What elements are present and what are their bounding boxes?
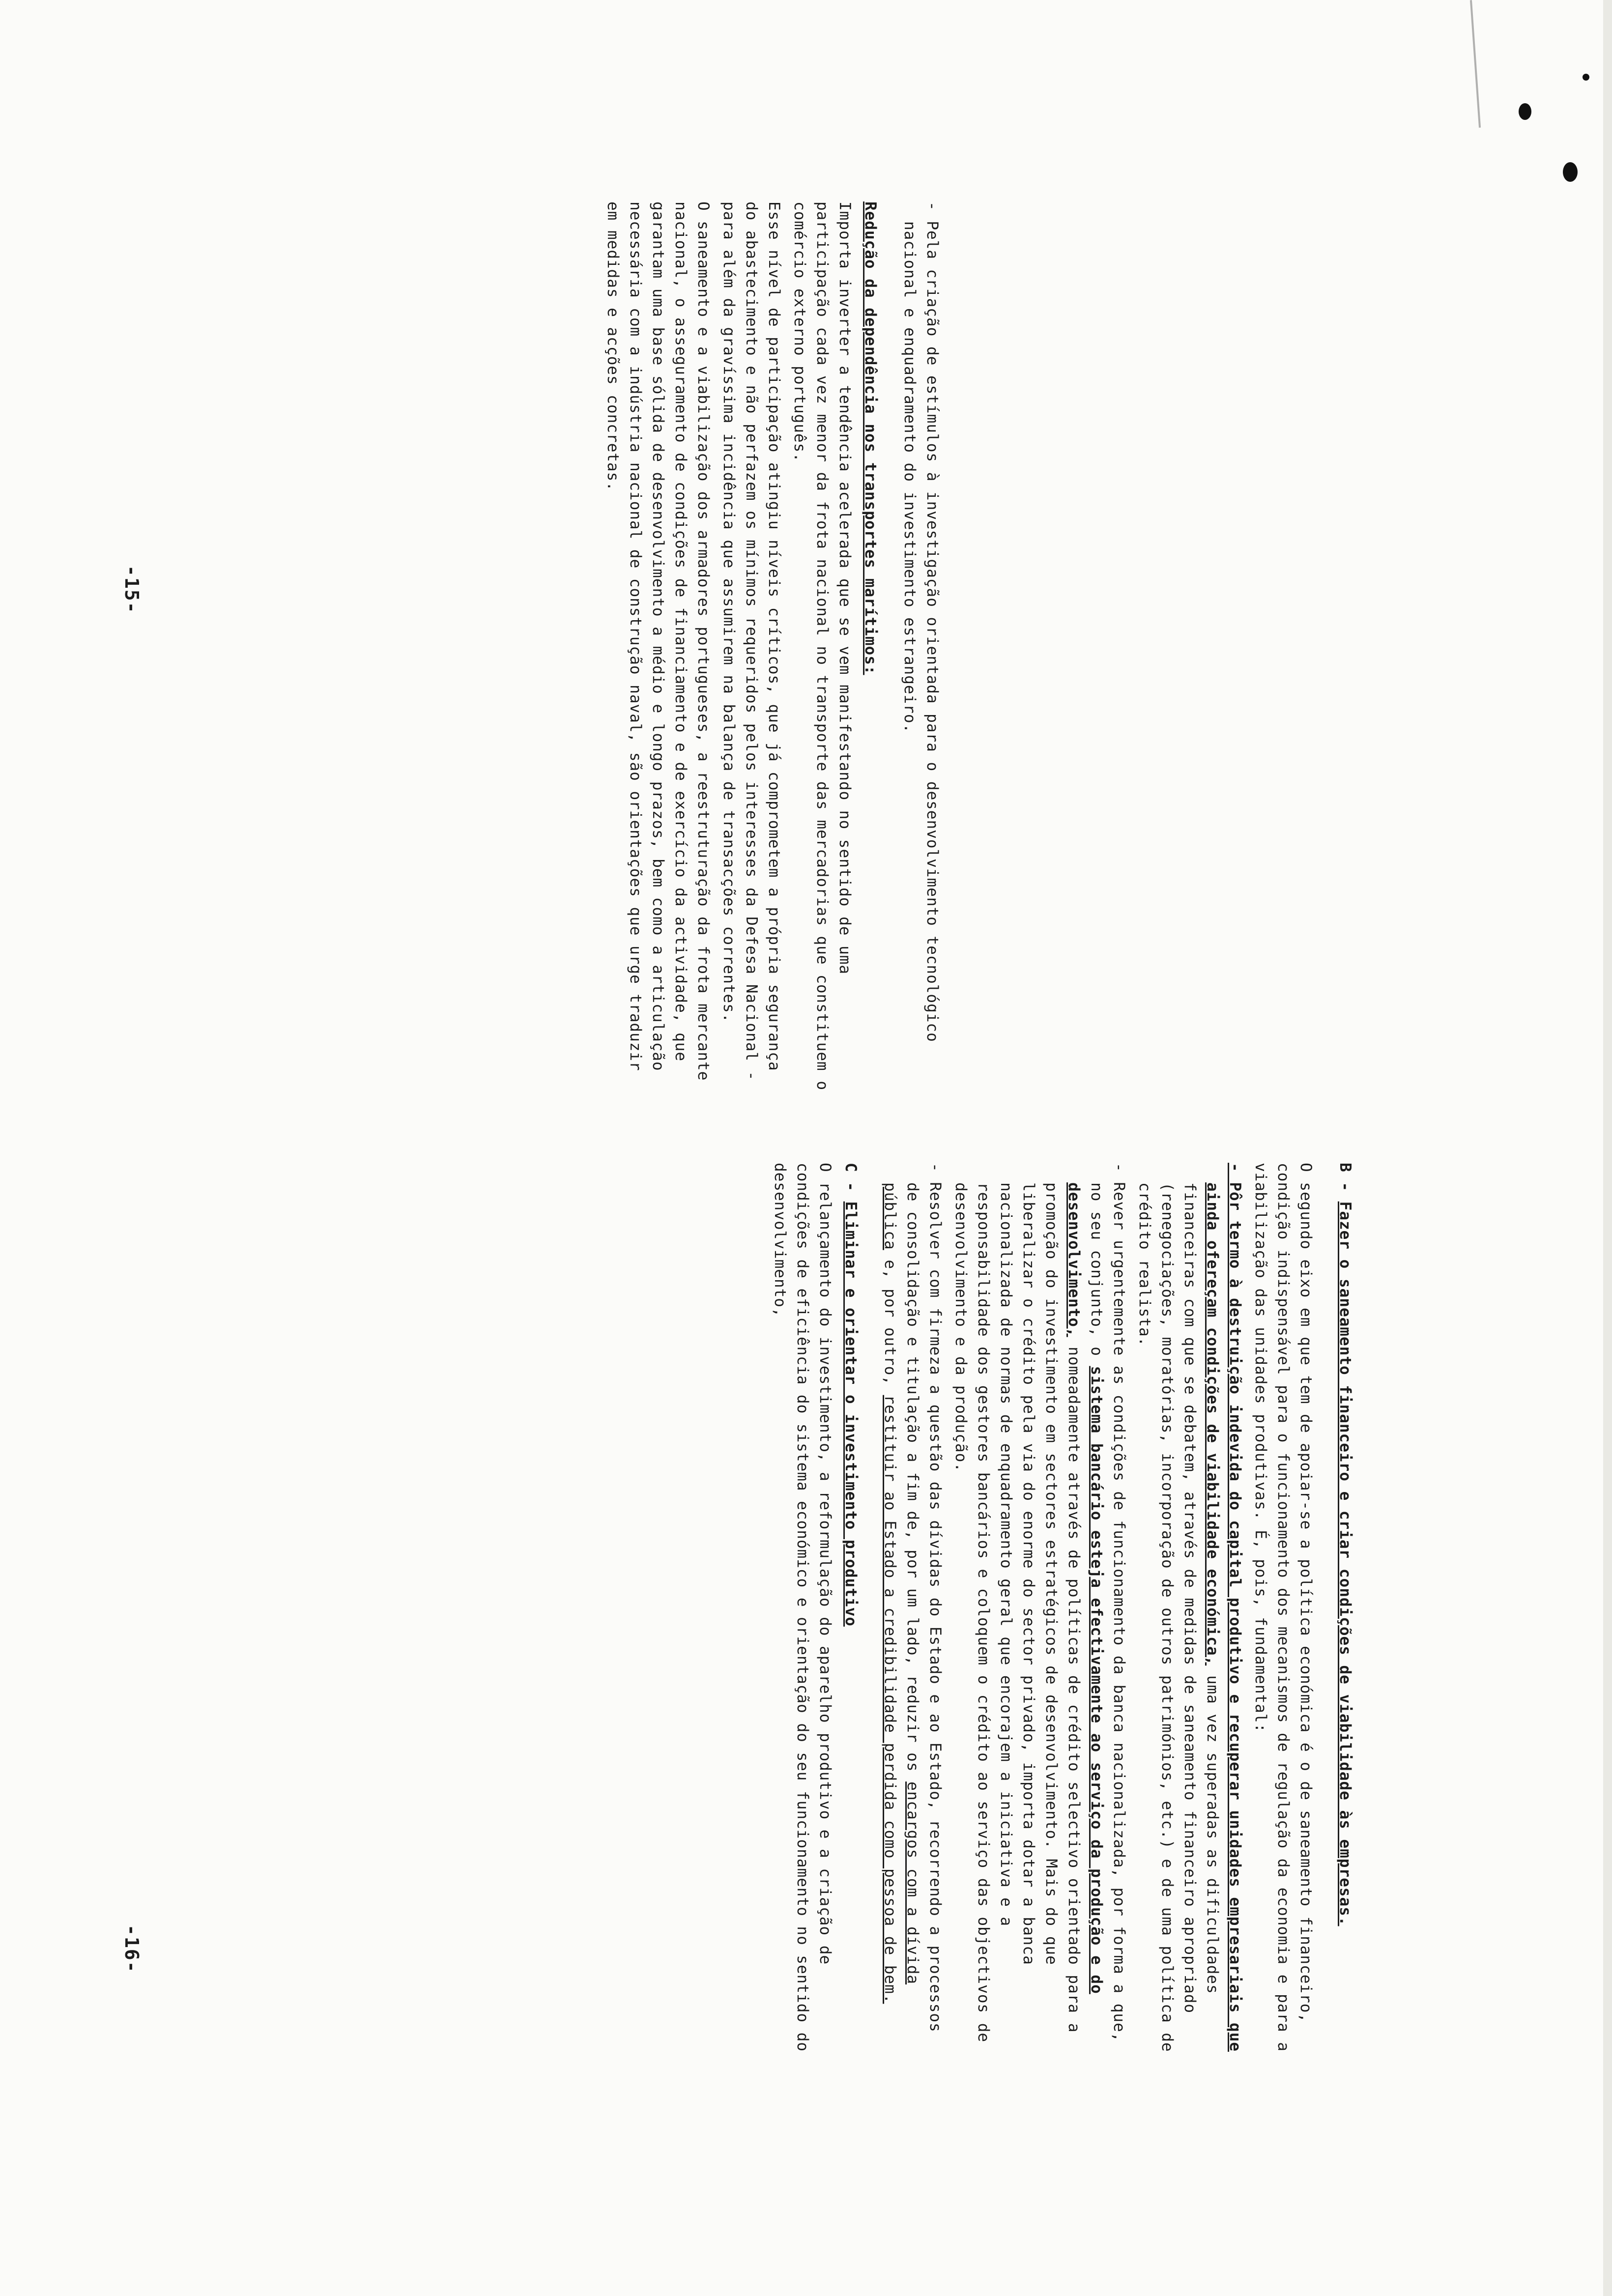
paragraph-3: O saneamento e a viabilização dos armadores portugueses, a reestruturação da frota mercante nacional, o asseguramento de condições de financiamento e de exercício da actividade, que garantam uma base sólida de desenvolvimento a médio e longo prazos, bem como a articulação necessária com a indústria nacional de construção naval, são orientações que urge traduzir em medidas e acções concretas.: [604, 201, 712, 1081]
bullet-dividas-a: - Resolver com firmeza a questão das dívidas do Estado e ao Estado, recorrendo a processos de consolidação e titulação a fim de, por um lado, reduzir os: [904, 1163, 944, 2033]
scan-edge: [1603, 0, 1612, 2296]
scan-speck: [1519, 103, 1531, 120]
heading-b: [1334, 1163, 1356, 2057]
bullet-banca-underlined: sistema bancário esteja efectivamente ao serviço da produção e do desenvolvimento,: [1065, 1182, 1105, 1994]
scan-speck: [1583, 74, 1589, 81]
bullet-dividas-u1: encargos com a dívida pública: [881, 1182, 921, 1985]
page-number: -15-: [121, 565, 143, 614]
paragraph-2: Esse nível de participação atingiu níveis críticos, que já comprometem a própria segurança do abastecimento e não perfazem os mínimos requeridos pelos interesses da Defesa Nacional - para além da gravíssima incidência que assumirem na balança de transacções correntes.: [720, 201, 783, 1081]
heading-c-label: C -: [842, 1163, 860, 1192]
bullet-capital-produtivo: [1133, 1163, 1246, 2057]
bullet-dividas-u2: restituir ao Estado a credibilidade perdida como pessoa de bem.: [881, 1395, 899, 2004]
bullet-banca-a: - Rever urgentemente as condições de funcionamento da banca nacionalizada, por forma a que, no seu conjunto, o: [1088, 1163, 1128, 2042]
page-15-text: [599, 201, 944, 1096]
heading-b-label: B -: [1336, 1163, 1354, 1192]
bullet-capital-rest: uma vez superadas as dificuldades financeiras com que se debatem, através de medidas de saneamento financeiro apropriado (renegociações, moratórias, incorporação de outros patrimónios, etc.) e de uma política de crédito realista.: [1136, 1182, 1221, 2052]
scan-speck: [1563, 162, 1578, 182]
page-16-text: [766, 1163, 1356, 2057]
bullet-dividas: [879, 1163, 947, 2057]
page-16: [0, 1148, 1612, 2296]
paragraph-c: O relançamento do investimento, a reformulação do aparelho produtivo e a criação de condições de eficiência do sistema económico e orientação do seu funcionamento no sentido do desenvolvimento,: [771, 1163, 834, 2052]
heading-c: [839, 1163, 862, 2057]
section-title-transportes: Redução da dependência nos transportes marítimos:: [862, 201, 879, 675]
bullet-banca-b: nomeadamente através de políticas de crédito selectivo orientado para a promoção do investimento em sectores estratégicos de desenvolvimento. Mais do que liberalizar o crédito pela via do enorme do sector privado, importa dotar a banca nacionalizada de normas de enquadramento geral que encorajem a iniciativa e a responsabilidade dos gestores bancários e coloquem o crédito ao serviço das objectivos de desenvolvimento e da produção.: [952, 1182, 1083, 2043]
bullet-banca: [950, 1163, 1130, 2057]
bullet-capital-lead: - Pôr termo à destruição indevida do capital produtivo e recuperar unidades empresariais que ainda ofereçam condições de viabilidade económica,: [1204, 1163, 1244, 2052]
paragraph-b: O segundo eixo em que tem de apoiar-se a política económica é o de saneamento financeiro, condição indispensável para o funcionamento dos mecanismos de regulação da economia e para a viabilização das unidades produtivas. É, pois, fundamental:: [1252, 1163, 1315, 2052]
heading-b-text: Fazer o saneamento financeiro e criar condições de viabilidade às empresas.: [1336, 1201, 1354, 1926]
bullet-dividas-m: e, por outro,: [881, 1250, 899, 1395]
paragraph-1: Importa inverter a tendência acelerada que se vem manifestando no sentido de uma participação cada vez menor da frota nacional no transporte das mercadorias que constituem o comércio externo português.: [791, 201, 854, 1091]
heading-c-text: Eliminar e orientar o investimento produtivo: [842, 1201, 860, 1627]
page-number: -16-: [121, 1924, 143, 1974]
bullet-investigacao: - Pela criação de estímulos à investigação orientada para o desenvolvimento tecnológico nacional e enquadramento do investimento estrangeiro.: [901, 201, 941, 1042]
